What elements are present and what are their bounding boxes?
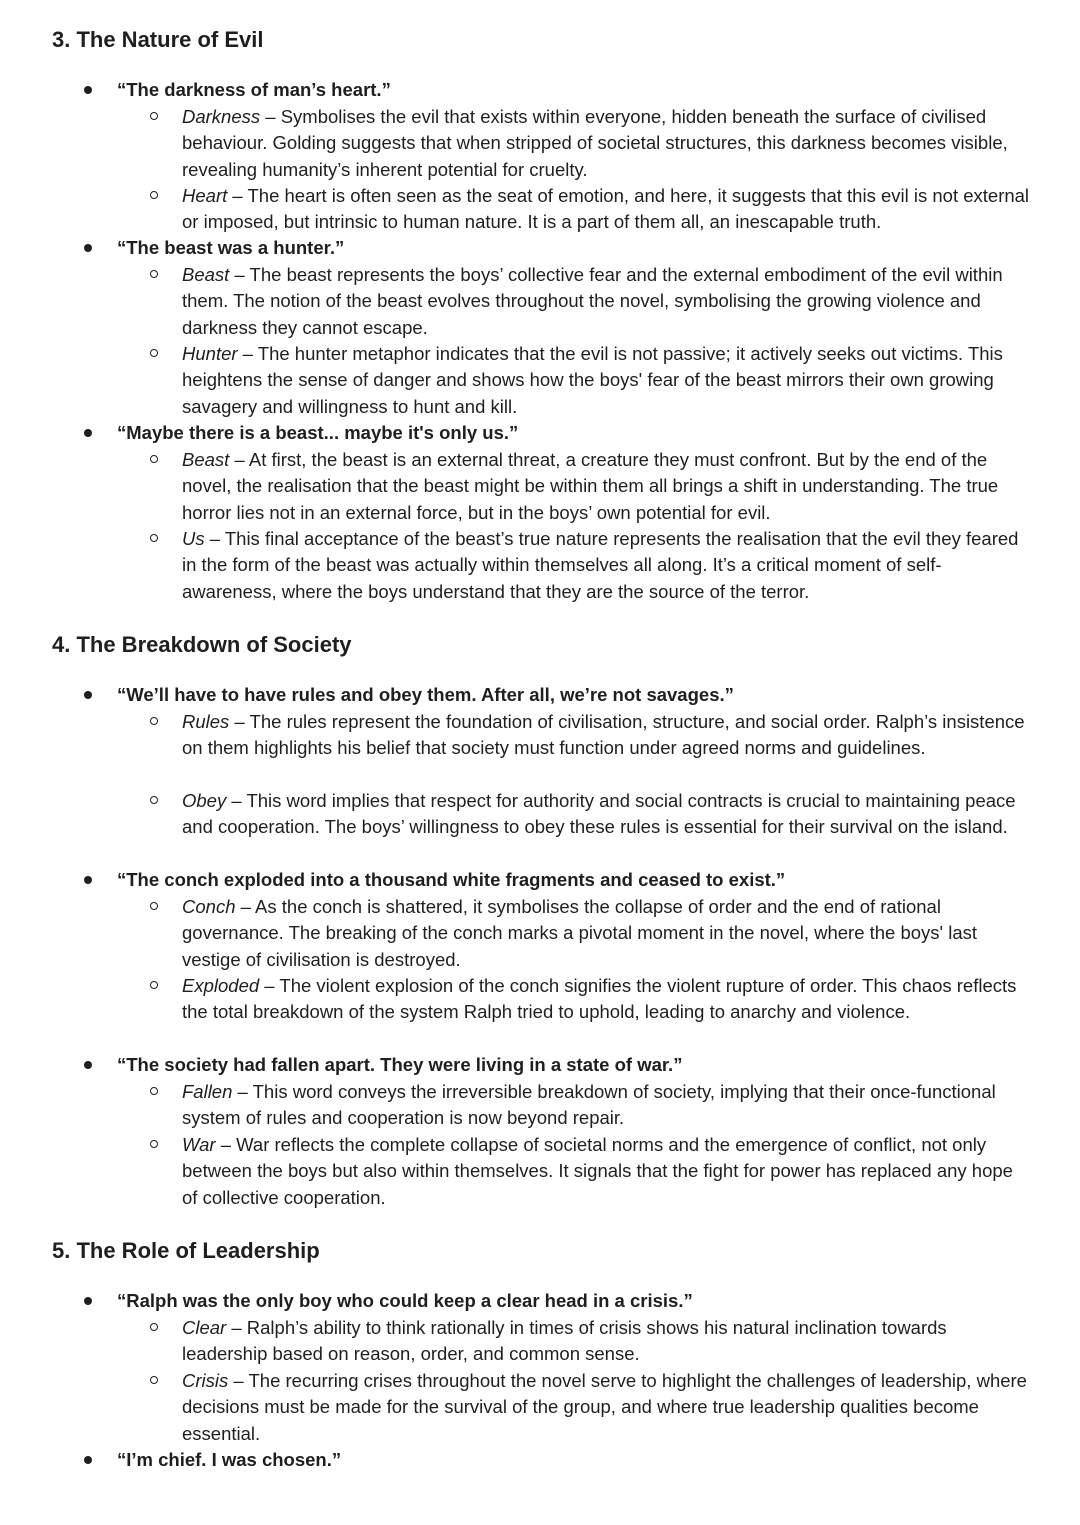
analysis-text: – The rules represent the foundation of civilisation, structure, and social order. Ralph’s insistence on them highlights his belief that society must function under agreed norms and guidelines.	[182, 711, 1025, 759]
key-term: Hunter	[182, 343, 238, 364]
analysis-text: – The hunter metaphor indicates that the evil is not passive; it actively seeks out victims. This heightens the sense of danger and shows how the boys' fear of the beast mirrors their own growing savagery and willingness to hunt and kill.	[182, 343, 1003, 417]
key-term: Exploded	[182, 975, 260, 996]
hollow-bullet-icon	[150, 1087, 158, 1095]
hollow-bullet-icon	[150, 112, 158, 120]
analysis-text: – This word implies that respect for authority and social contracts is crucial to maintaining peace and cooperation. The boys’ willingness to obey these rules is essential for their survival on the island.	[182, 790, 1016, 838]
hollow-bullet-icon	[150, 902, 158, 910]
section-title: 4. The Breakdown of Society	[52, 632, 352, 657]
key-term: Clear	[182, 1317, 227, 1338]
hollow-bullet-icon	[150, 1376, 158, 1384]
key-term: Obey	[182, 790, 227, 811]
key-term: Us	[182, 528, 205, 549]
hollow-bullet-icon	[150, 191, 158, 199]
bullet-icon	[84, 1297, 92, 1305]
analysis-text: – The heart is often seen as the seat of emotion, and here, it suggests that this evil is not external or imposed, but intrinsic to human nature. It is a part of them all, an inescapable truth.	[182, 185, 1030, 233]
analysis-text: – This final acceptance of the beast’s true nature represents the realisation that the evil they feared in the form of the beast was actually within themselves all along. It’s a critical moment of self-awareness, where the boys understand that they are the source of the terror.	[182, 528, 1019, 602]
quote-text: “The beast was a hunter.”	[117, 237, 345, 258]
quote-text: “I’m chief. I was chosen.”	[117, 1449, 342, 1470]
quote-text: “Maybe there is a beast... maybe it's only us.”	[117, 422, 519, 443]
hollow-bullet-icon	[150, 455, 158, 463]
analysis-text: – Ralph’s ability to think rationally in times of crisis shows his natural inclination towards leadership based on reason, order, and common sense.	[182, 1317, 947, 1365]
bullet-icon	[84, 1456, 92, 1464]
quote-text: “The society had fallen apart. They were living in a state of war.”	[117, 1054, 683, 1075]
hollow-bullet-icon	[150, 717, 158, 725]
key-term: Rules	[182, 711, 230, 732]
quote-text: “Ralph was the only boy who could keep a clear head in a crisis.”	[117, 1290, 693, 1311]
quote-text: “We’ll have to have rules and obey them. After all, we’re not savages.”	[117, 684, 734, 705]
bullet-icon	[84, 244, 92, 252]
section-title: 5. The Role of Leadership	[52, 1238, 320, 1263]
key-term: Fallen	[182, 1081, 233, 1102]
analysis-text: – War reflects the complete collapse of societal norms and the emergence of conflict, not only between the boys but also within themselves. It signals that the fight for power has replaced any hope of collective cooperation.	[182, 1134, 1013, 1208]
quote-text: “The conch exploded into a thousand white fragments and ceased to exist.”	[117, 869, 786, 890]
key-term: Conch	[182, 896, 236, 917]
hollow-bullet-icon	[150, 1140, 158, 1148]
key-term: Heart	[182, 185, 228, 206]
key-term: Beast	[182, 449, 230, 470]
key-term: Darkness	[182, 106, 261, 127]
bullet-icon	[84, 691, 92, 699]
hollow-bullet-icon	[150, 534, 158, 542]
quote-text: “The darkness of man’s heart.”	[117, 79, 391, 100]
key-term: War	[182, 1134, 216, 1155]
analysis-text: – As the conch is shattered, it symbolises the collapse of order and the end of rational governance. The breaking of the conch marks a pivotal moment in the novel, where the boys' last vestige of civilisation is destroyed.	[182, 896, 978, 970]
key-term: Beast	[182, 264, 230, 285]
key-term: Crisis	[182, 1370, 229, 1391]
hollow-bullet-icon	[150, 796, 158, 804]
bullet-icon	[84, 86, 92, 94]
bullet-icon	[84, 876, 92, 884]
analysis-text: – This word conveys the irreversible breakdown of society, implying that their once-functional system of rules and cooperation is now beyond repair.	[182, 1081, 996, 1129]
analysis-text: – Symbolises the evil that exists within everyone, hidden beneath the surface of civilised behaviour. Golding suggests that when stripped of societal structures, this darkness becomes visible, revealing humanity’s inherent potential for cruelty.	[182, 106, 1008, 180]
bullet-icon	[84, 1061, 92, 1069]
analysis-text: – The recurring crises throughout the novel serve to highlight the challenges of leadership, where decisions must be made for the survival of the group, and where true leadership qualities become essential.	[182, 1370, 1027, 1444]
hollow-bullet-icon	[150, 1323, 158, 1331]
hollow-bullet-icon	[150, 270, 158, 278]
hollow-bullet-icon	[150, 981, 158, 989]
bullet-icon	[84, 429, 92, 437]
analysis-text: – The violent explosion of the conch signifies the violent rupture of order. This chaos reflects the total breakdown of the system Ralph tried to uphold, leading to anarchy and violence.	[182, 975, 1017, 1023]
analysis-text: – At first, the beast is an external threat, a creature they must confront. But by the end of the novel, the realisation that the beast might be within them all brings a shift in understanding. The true horror lies not in an external force, but in the boys’ own potential for evil.	[182, 449, 999, 523]
analysis-text: – The beast represents the boys’ collective fear and the external embodiment of the evil within them. The notion of the beast evolves throughout the novel, symbolising the growing violence and darkness they cannot escape.	[182, 264, 1003, 338]
hollow-bullet-icon	[150, 349, 158, 357]
section-title: 3. The Nature of Evil	[52, 27, 264, 52]
